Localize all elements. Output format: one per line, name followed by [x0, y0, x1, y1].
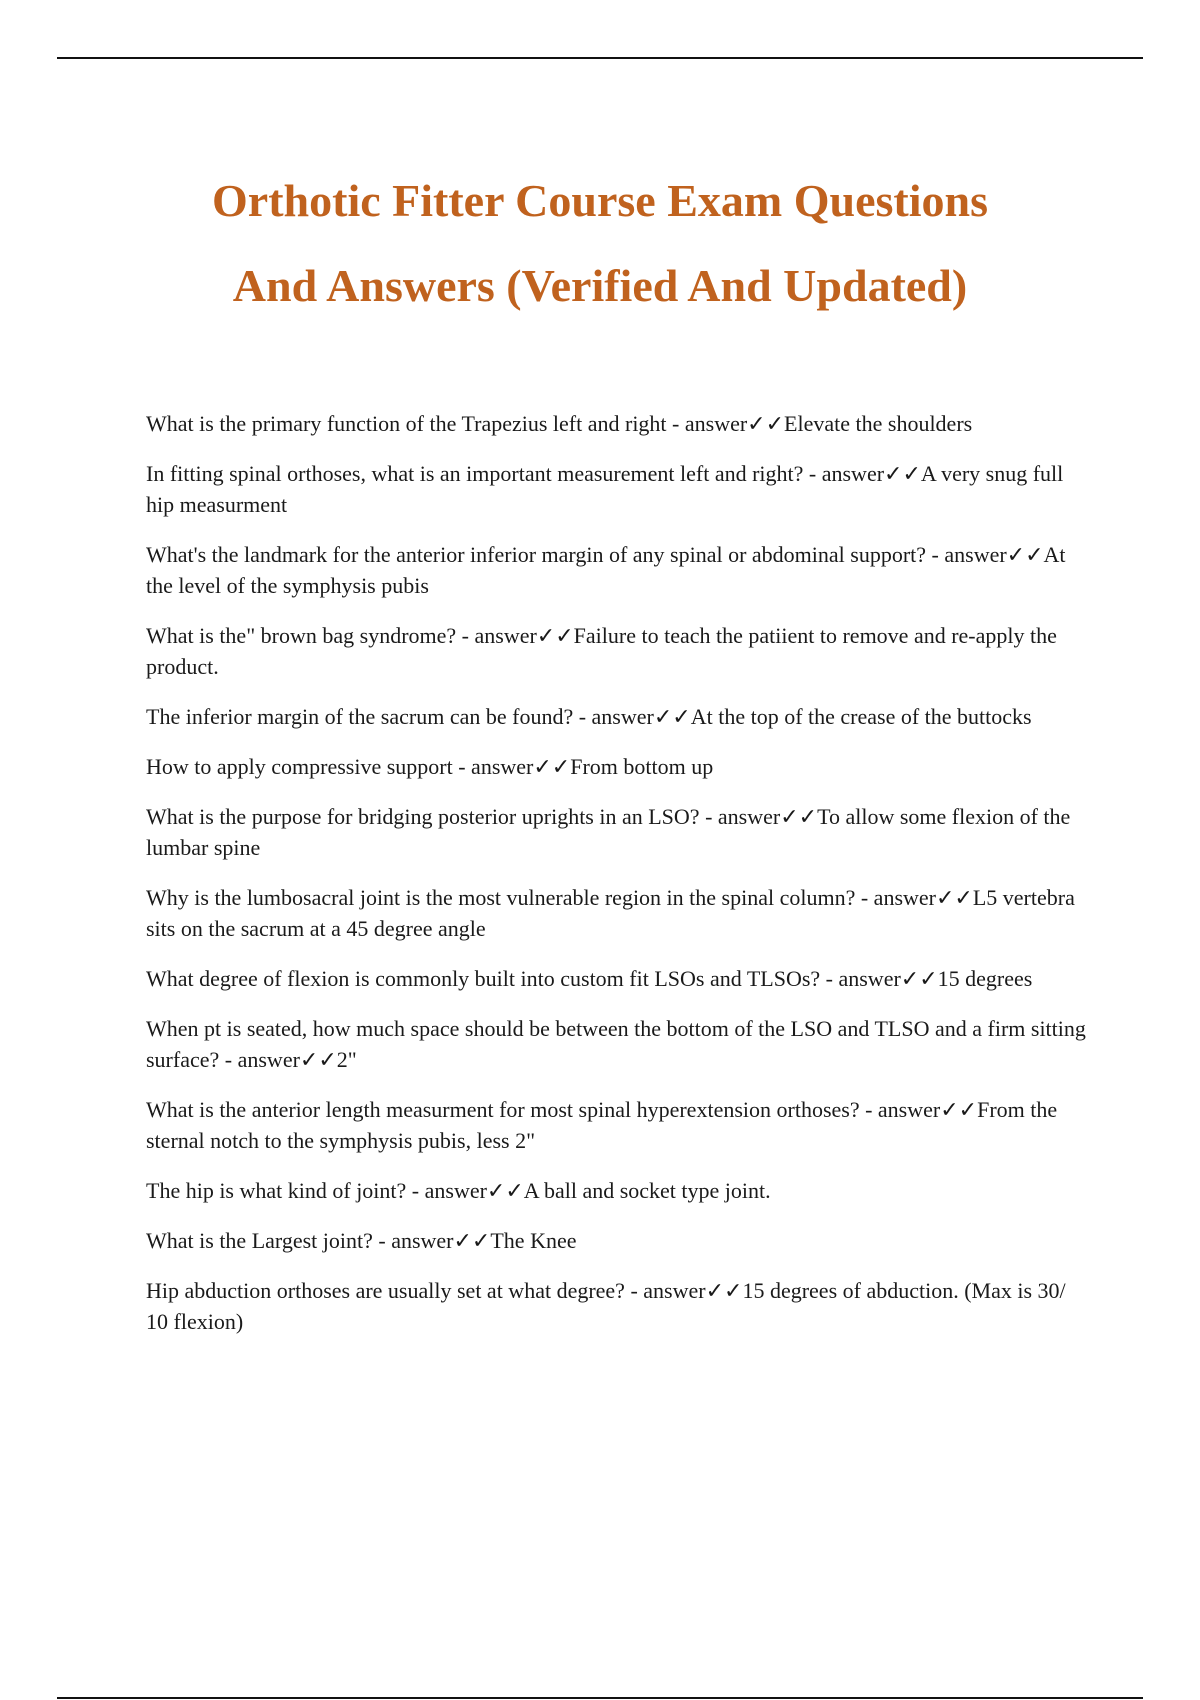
qa-item: How to apply compressive support - answer✓✓From bottom up	[146, 754, 714, 779]
qa-item: What is the Largest joint? - answer✓✓The Knee	[146, 1228, 577, 1253]
qa-item: The hip is what kind of joint? - answer✓✓A ball and socket type joint.	[146, 1178, 771, 1203]
qa-item: What is the anterior length measurment for most spinal hyperextension orthoses? - answer✓✓From the sternal notch to the symphysis pubis, less 2"	[146, 1097, 1058, 1153]
qa-item: Hip abduction orthoses are usually set at what degree? - answer✓✓15 degrees of abduction. (Max is 30/ 10 flexion)	[146, 1278, 1066, 1334]
qa-item: The inferior margin of the sacrum can be found? - answer✓✓At the top of the crease of the buttocks	[146, 704, 1032, 729]
qa-item: What is the primary function of the Trapezius left and right - answer✓✓Elevate the shoulders	[146, 411, 973, 436]
title-line-1: Orthotic Fitter Course Exam Questions	[212, 175, 988, 226]
bottom-divider	[57, 1697, 1143, 1699]
qa-list	[146, 408, 1086, 1356]
qa-item: When pt is seated, how much space should be between the bottom of the LSO and TLSO and a firm sitting surface? - answer✓✓2"	[146, 1016, 1086, 1072]
qa-item: What is the" brown bag syndrome? - answer✓✓Failure to teach the patiient to remove and re-apply the product.	[146, 623, 1057, 679]
qa-item: Why is the lumbosacral joint is the most vulnerable region in the spinal column? - answer✓✓L5 vertebra sits on the sacrum at a 45 degree angle	[146, 885, 1075, 941]
top-divider	[57, 57, 1143, 59]
qa-item: What is the purpose for bridging posterior uprights in an LSO? - answer✓✓To allow some flexion of the lumbar spine	[146, 804, 1071, 860]
title-line-2: And Answers (Verified And Updated)	[232, 260, 968, 311]
qa-item: What degree of flexion is commonly built into custom fit LSOs and TLSOs? - answer✓✓15 degrees	[146, 966, 1033, 991]
qa-item: In fitting spinal orthoses, what is an important measurement left and right? - answer✓✓A very snug full hip measurment	[146, 461, 1064, 517]
qa-item: What's the landmark for the anterior inferior margin of any spinal or abdominal support? - answer✓✓At the level of the symphysis pubis	[146, 542, 1066, 598]
document-title	[100, 158, 1100, 328]
